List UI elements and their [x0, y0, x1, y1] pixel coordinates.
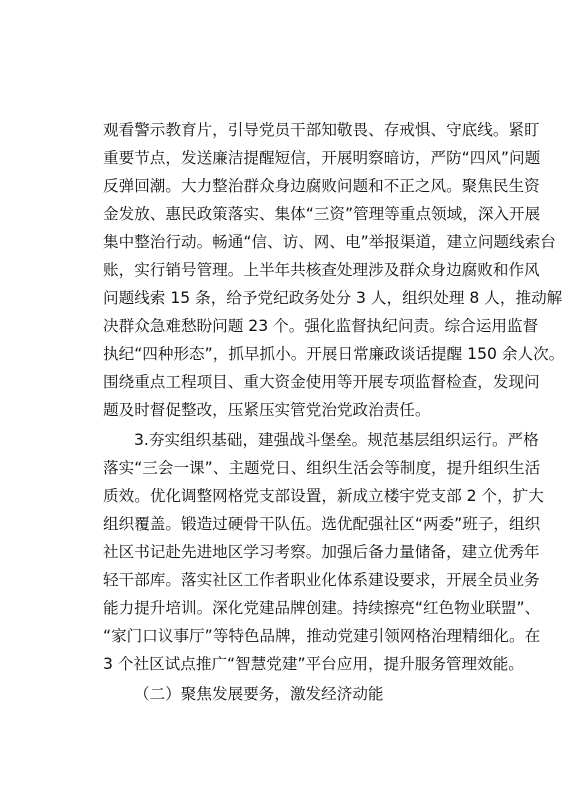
paragraph-line: 轻干部库。落实社区工作者职业化体系建设要求，开展全员业务 — [103, 571, 540, 589]
paragraph-line: 集中整治行动。畅通“信、访、网、电”举报渠道，建立问题线索台 — [103, 233, 556, 251]
paragraph-line: 3 个社区试点推广“智慧党建”平台应用，提升服务管理效能。 — [103, 655, 524, 673]
paragraph-line: 质效。优化调整网格党支部设置，新成立楼宇党支部 2 个，扩大 — [103, 487, 544, 505]
paragraph-line: 社区书记赴先进地区学习考察。加强后备力量储备，建立优秀年 — [103, 543, 540, 561]
paragraph-line: 账，实行销号管理。上半年共核查处理涉及群众身边腐败和作风 — [103, 261, 540, 279]
paragraph-line: 能力提升培训。深化党建品牌创建。持续擦亮“红色物业联盟”、 — [103, 599, 541, 617]
paragraph-line: 金发放、惠民政策落实、集体“三资”管理等重点领域，深入开展 — [103, 205, 541, 223]
paragraph-line: 组织覆盖。锻造过硬骨干队伍。选优配强社区“两委”班子，组织 — [103, 515, 541, 533]
paragraph-line: 反弹回潮。大力整治群众身边腐败问题和不正之风。聚焦民生资 — [103, 177, 540, 195]
paragraph-line: 决群众急难愁盼问题 23 个。强化监督执纪问责。综合运用监督 — [103, 317, 539, 335]
paragraph-line: 观看警示教育片，引导党员干部知敬畏、存戒惧、守底线。紧盯 — [103, 121, 540, 139]
paragraph-line: 执纪“四种形态”，抓早抓小。开展日常廉政谈话提醒 150 余人次。 — [103, 345, 565, 363]
paragraph-line: 重要节点，发送廉洁提醒短信，开展明察暗访，严防“四风”问题 — [103, 149, 541, 167]
section-heading-line: 3.夯实组织基础，建强战斗堡垒。规范基层组织运行。严格 — [134, 431, 539, 449]
paragraph-line: 落实“三会一课”、主题党日、组织生活会等制度，提升组织生活 — [103, 459, 541, 477]
paragraph-line: 围绕重点工程项目、重大资金使用等开展专项监督检查，发现问 — [103, 373, 540, 391]
paragraph-line: “家门口议事厅”等特色品牌，推动党建引领网格治理精细化。在 — [103, 627, 541, 645]
paragraph-line: 题及时督促整改，压紧压实管党治党政治责任。 — [103, 401, 431, 419]
paragraph-line: 问题线索 15 条，给予党纪政务处分 3 人，组织处理 8 人，推动解 — [103, 289, 563, 307]
subsection-heading: （二）聚焦发展要务，激发经济动能 — [134, 685, 384, 703]
